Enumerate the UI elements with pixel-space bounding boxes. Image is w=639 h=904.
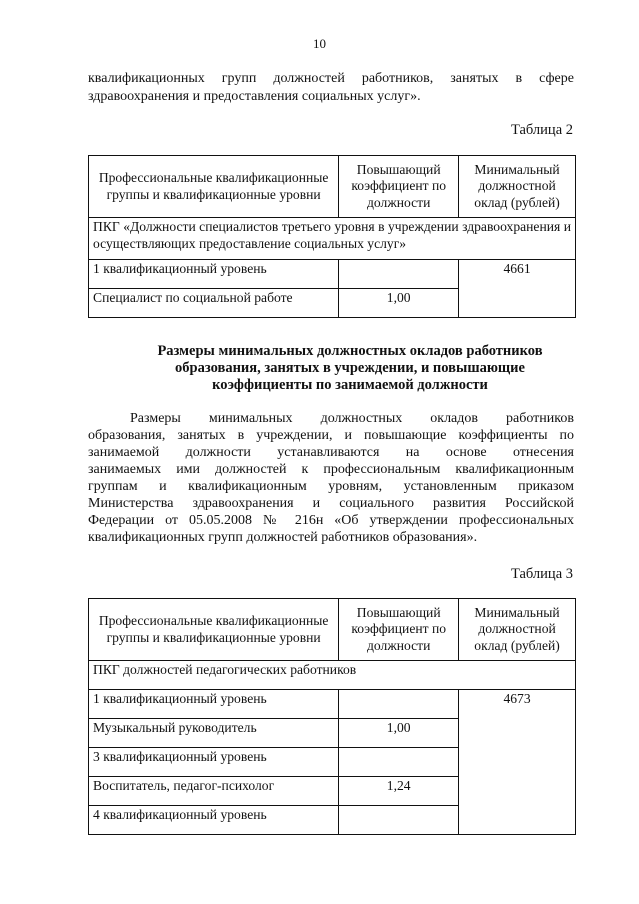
- row-name: Специалист по социальной работе: [89, 289, 339, 318]
- row-coefficient: 1,00: [339, 719, 459, 748]
- row-name: Музыкальный руководитель: [89, 719, 339, 748]
- header-coefficient: Повышающий коэффициент по должности: [339, 599, 459, 661]
- table-row: [89, 690, 576, 719]
- table-3-caption: Таблица 3: [510, 566, 573, 582]
- row-coefficient: 1,24: [339, 777, 459, 806]
- section-heading-line-2: образования, занятых в учреждении, и повышающие: [175, 360, 525, 376]
- page-number: 10: [313, 36, 326, 51]
- paragraph-line: занимаемой должности устанавливаются на основе отнесения: [88, 445, 574, 460]
- row-coefficient: 1,00: [339, 289, 459, 318]
- table-2-header-row: [89, 156, 576, 218]
- table-3-group-row: [89, 661, 576, 690]
- table-3-header-row: [89, 599, 576, 661]
- paragraph-line: занимаемых ими должностей к профессиональным квалификационным: [88, 462, 574, 477]
- row-name: Воспитатель, педагог-психолог: [89, 777, 339, 806]
- row-name: 4 квалификационный уровень: [89, 806, 339, 835]
- table-2-caption: Таблица 2: [510, 122, 573, 138]
- row-coefficient: [339, 260, 459, 289]
- table-2: [88, 155, 576, 318]
- row-coefficient: [339, 748, 459, 777]
- header-qualification-groups: Профессиональные квалификационные группы и квалификационные уровни: [89, 156, 339, 218]
- row-coefficient: [339, 690, 459, 719]
- row-coefficient: [339, 806, 459, 835]
- header-min-salary: Минимальный должностной оклад (рублей): [459, 156, 576, 218]
- table-row: [89, 260, 576, 289]
- paragraph-line: Размеры минимальных должностных окладов работников: [130, 411, 574, 426]
- intro-line-2: здравоохранения и предоставления социальных услуг».: [88, 89, 421, 104]
- row-name: 3 квалификационный уровень: [89, 748, 339, 777]
- min-salary-value: 4661: [459, 260, 576, 318]
- paragraph-line: Министерства здравоохранения и социального развития Российской: [88, 496, 574, 511]
- section-heading-line-1: Размеры минимальных должностных окладов работников: [157, 343, 543, 359]
- paragraph-line: квалификационных групп должностей работников образования».: [88, 530, 478, 545]
- group-name: ПКГ должностей педагогических работников: [89, 661, 576, 690]
- row-name: 1 квалификационный уровень: [89, 690, 339, 719]
- intro-line-1: квалификационных групп должностей работников, занятых в сфере: [88, 71, 574, 86]
- table-2-group-row: [89, 218, 576, 260]
- row-name: 1 квалификационный уровень: [89, 260, 339, 289]
- header-coefficient: Повышающий коэффициент по должности: [339, 156, 459, 218]
- group-name: ПКГ «Должности специалистов третьего уровня в учреждении здравоохранения и осуществляющих предоставление социальных услуг»: [89, 218, 576, 260]
- header-min-salary: Минимальный должностной оклад (рублей): [459, 599, 576, 661]
- min-salary-value: 4673: [459, 690, 576, 835]
- header-qualification-groups: Профессиональные квалификационные группы и квалификационные уровни: [89, 599, 339, 661]
- paragraph-line: образования, занятых в учреждении, и повышающие коэффициенты по: [88, 428, 574, 443]
- section-heading-line-3: коэффициенты по занимаемой должности: [212, 377, 488, 393]
- table-3: [88, 598, 576, 835]
- paragraph-line: группам и квалификационным уровням, установленным приказом: [88, 479, 574, 494]
- paragraph-line: Федерации от 05.05.2008 № 216н «Об утверждении профессиональных: [88, 513, 574, 528]
